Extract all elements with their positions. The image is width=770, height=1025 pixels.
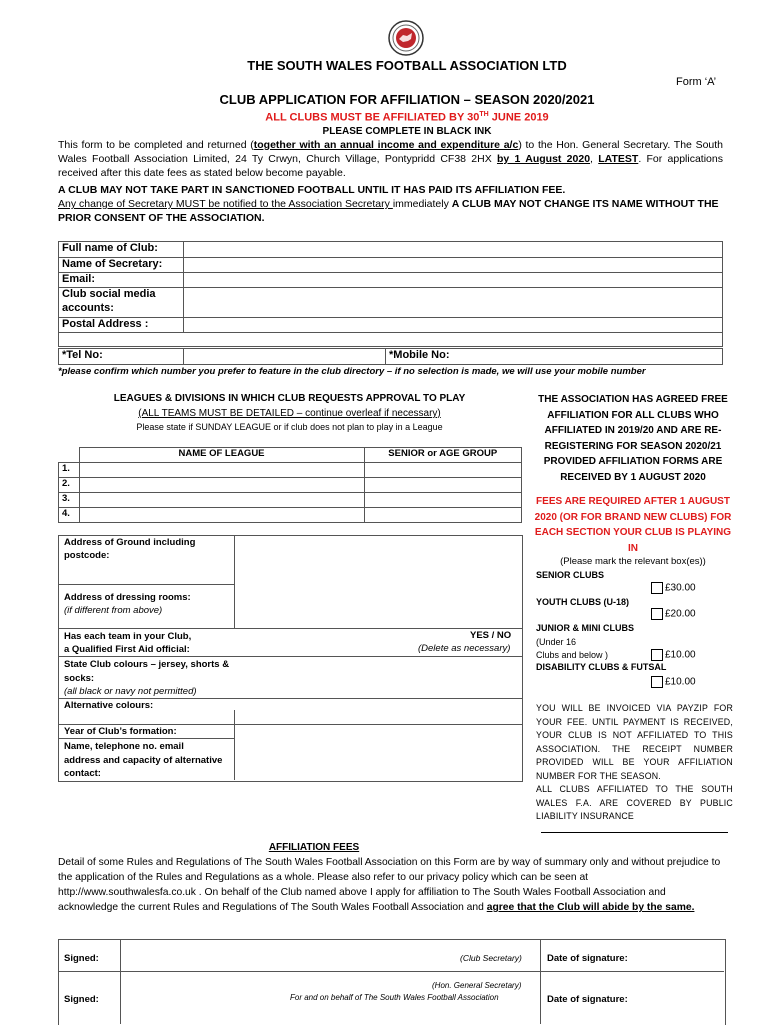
hon-sec-caption: (Hon. General Secretary) <box>432 981 522 990</box>
senior-checkbox[interactable] <box>651 582 663 594</box>
league-name-field[interactable] <box>79 478 364 493</box>
secretary-change-note: Any change of Secretary MUST be notified to the Association Secretary immediately A CLUB MAY NOT CHANGE ITS NAME WITHOUT THE PRIOR CONSENT OF THE ASSOCIATION. <box>58 198 719 224</box>
leagues-heading: LEAGUES & DIVISIONS IN WHICH CLUB REQUESTS APPROVAL TO PLAY <box>113 393 466 404</box>
page-title: THE SOUTH WALES FOOTBALL ASSOCIATION LTD <box>247 58 567 73</box>
junior-fee: £10.00 <box>651 649 696 661</box>
age-group-field[interactable] <box>364 493 522 508</box>
secretary-field[interactable] <box>184 258 723 273</box>
club-name-field[interactable] <box>184 242 723 258</box>
junior-clubs-label: JUNIOR & MINI CLUBS <box>536 623 635 633</box>
ink-note: PLEASE COMPLETE IN BLACK INK <box>322 126 492 137</box>
tel-label: *Tel No: <box>59 349 184 365</box>
secretary-label: Name of Secretary: <box>59 258 184 273</box>
association-logo <box>388 20 424 56</box>
behalf-caption: For and on behalf of The South Wales Football Association <box>290 993 499 1002</box>
tel-field[interactable] <box>184 349 386 365</box>
delete-note: (Delete as necessary) <box>418 643 511 654</box>
club-secretary-caption: (Club Secretary) <box>460 953 522 963</box>
youth-fee: £20.00 <box>651 608 696 620</box>
intro-paragraph: This form to be completed and returned (together with an annual income and expenditure a/c) to the Hon. General Secretary. The South Wales Football Association Limited, 24 Ty Crwyn, Church Village, Pontypridd CF38 2HX by 1 August 2020, LATEST. For applications received after this date fees as stated below become payable. <box>58 139 724 179</box>
form-id: Form ‘A’ <box>676 76 717 88</box>
age-group-field[interactable] <box>364 508 522 523</box>
league-name-field[interactable] <box>79 463 364 478</box>
yes-no-choice[interactable]: YES / NO <box>470 630 512 641</box>
dressing-rooms-label: Address of dressing rooms: (if different from above) <box>64 592 191 616</box>
club-colours-label: State Club colours – jersey, shorts & socks: (all black or navy not permitted) <box>64 659 230 697</box>
youth-checkbox[interactable] <box>651 608 663 620</box>
deadline-notice: ALL CLUBS MUST BE AFFILIATED BY 30TH JUNE 2019 <box>265 111 549 124</box>
date-label: Date of signature: <box>547 953 628 964</box>
senior-clubs-label: SENIOR CLUBS <box>536 570 605 580</box>
social-media-field[interactable] <box>184 288 723 318</box>
club-colours-field[interactable] <box>236 658 519 696</box>
disability-fee: £10.00 <box>651 676 696 688</box>
form-subtitle: CLUB APPLICATION FOR AFFILIATION – SEASON 2020/2021 <box>219 92 595 107</box>
leagues-note: Please state if SUNDAY LEAGUE or if club does not plan to play in a League <box>136 422 443 432</box>
league-name-header: NAME OF LEAGUE <box>79 448 364 463</box>
fees-required-notice: FEES ARE REQUIRED AFTER 1 AUGUST 2020 (OR FOR BRAND NEW CLUBS) FOR EACH SECTION YOUR CLUB IS PLAYING IN <box>534 496 732 554</box>
league-name-field[interactable] <box>79 493 364 508</box>
formation-label: Year of Club’s formation: <box>64 726 177 737</box>
league-row-number: 4. <box>59 508 80 523</box>
first-aid-label: Has each team in your Club, a Qualified First Aid official: <box>64 631 192 655</box>
club-name-label: Full name of Club: <box>59 242 184 258</box>
junior-clubs-sub: (Under 16 Clubs and below ) <box>536 637 609 660</box>
mark-boxes-note: (Please mark the relevant box(es)) <box>560 556 706 567</box>
email-field[interactable] <box>184 273 723 288</box>
free-affiliation-notice: THE ASSOCIATION HAS AGREED FREE AFFILIATION FOR ALL CLUBS WHO AFFILIATED IN 2019/20 AND ARE RE-REGISTERING FOR SEASON 2020/21 PROVIDED AFFILIATION FORMS ARE RECEIVED BY 1 AUGUST 2020 <box>538 394 728 483</box>
affiliation-fees-heading: AFFILIATION FEES <box>268 842 360 853</box>
age-group-field[interactable] <box>364 478 522 493</box>
league-name-field[interactable] <box>79 508 364 523</box>
email-label: Email: <box>59 273 184 288</box>
alt-contact-label: Name, telephone no. email address and capacity of alternative contact: <box>64 741 223 779</box>
phone-table <box>58 348 723 365</box>
league-row-number: 1. <box>59 463 80 478</box>
mobile-field[interactable] <box>462 349 723 365</box>
signed-label: Signed: <box>64 994 99 1005</box>
alt-contact-field[interactable] <box>236 740 519 778</box>
age-group-field[interactable] <box>364 463 522 478</box>
signed-label: Signed: <box>64 953 99 964</box>
payzip-invoice-note: YOU WILL BE INVOICED VIA PAYZIP FOR YOUR FEE. UNTIL PAYMENT IS RECEIVED, YOUR CLUB IS NOT AFFILIATED TO THIS ASSOCIATION. THE RECEIPT NUMBER PROVIDED WILL BE YOUR AFFILIATION NUMBER FOR THE SEASON. <box>536 703 733 781</box>
junior-checkbox[interactable] <box>651 649 663 661</box>
age-group-header: SENIOR or AGE GROUP <box>364 448 522 463</box>
social-media-label: Club social media accounts: <box>59 288 184 318</box>
insurance-note: ALL CLUBS AFFILIATED TO THE SOUTH WALES F.A. ARE COVERED BY PUBLIC LIABILITY INSURANCE <box>536 784 733 821</box>
leagues-sub: (ALL TEAMS MUST BE DETAILED – continue overleaf if necessary) <box>138 408 441 419</box>
youth-clubs-label: YOUTH CLUBS (U-18) <box>536 597 630 607</box>
fee-warning: A CLUB MAY NOT TAKE PART IN SANCTIONED FOOTBALL UNTIL IT HAS PAID ITS AFFILIATION FEE. <box>58 184 566 196</box>
postal-address-field[interactable] <box>184 318 723 333</box>
senior-fee: £30.00 <box>651 582 696 594</box>
date-label: Date of signature: <box>547 994 628 1005</box>
postal-address-label: Postal Address : <box>59 318 184 333</box>
disability-clubs-label: DISABILITY CLUBS & FUTSAL <box>536 662 667 672</box>
affiliation-declaration: Detail of some Rules and Regulations of The South Wales Football Association on this Form are by way of summary only and without prejudice to the application of the Rules and Regulations as a whole. Please also refer to our privacy policy which can be seen at http://www.southwalesfa.co.uk . On behalf of the Club named above I apply for affiliation to The South Wales Football Association and acknowledge the current Rules and Regulations of The South Wales Football Association and agree that the Club will abide by the same. <box>58 857 721 913</box>
ground-address-field[interactable] <box>236 537 519 583</box>
ground-address-label: Address of Ground including postcode: <box>64 537 196 561</box>
league-row-number: 2. <box>59 478 80 493</box>
phone-note: *please confirm which number you prefer to feature in the club directory – if no selection is made, we will use your mobile number <box>58 366 646 377</box>
dressing-rooms-field[interactable] <box>236 586 519 626</box>
leagues-table <box>58 447 522 523</box>
league-row-number: 3. <box>59 493 80 508</box>
alt-colours-label: Alternative colours: <box>64 700 154 711</box>
mobile-label: *Mobile No: <box>386 349 463 365</box>
disability-checkbox[interactable] <box>651 676 663 688</box>
club-details-table <box>58 241 723 347</box>
